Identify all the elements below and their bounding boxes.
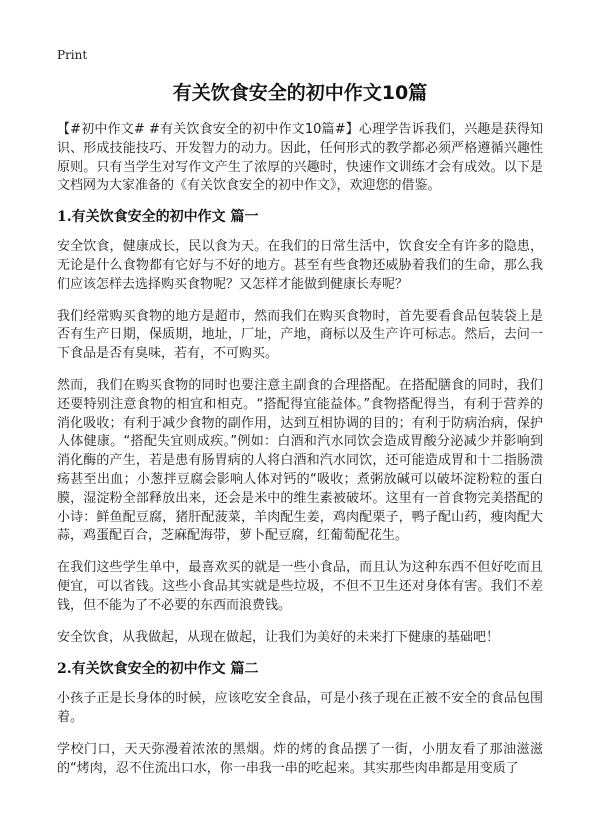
intro-paragraph: 【#初中作文# #有关饮食安全的初中作文10篇#】心理学告诉我们，兴趣是获得知识、形成技能技巧、开发智力的动力。因此，任何形式的教学都必须严格遵循兴趣性原则。只有当学生对写作文产生了浓厚的兴趣时，快速作文训练才会有成效。以下是文档网为大家准备的《有关饮食安全的初中作文》，欢迎您的借鉴。 (57, 122, 543, 194)
paragraph: 安全饮食，健康成长，民以食为天。在我们的日常生活中，饮食安全有许多的隐患，无论是什么食物都有它好与不好的地方。甚至有些食物还威胁着我们的生命，那么我们应该怎样去选择购买食物呢？又怎样才能做到健康长寿呢？ (57, 239, 543, 292)
paragraph: 然而，我们在购买食物的同时也要注意主副食的合理搭配。在搭配膳食的同时，我们还要特别注意食物的相宜和相克。“搭配得宜能益体。”食物搭配得当，有利于营养的消化吸收；有利于减少食物的副作用，达到互相协调的目的；有利于防病治病，保护人体健康。“搭配失宜则成疾。”例如：白酒和汽水同饮会造成胃酸分泌减少并影响到消化酶的产生，若是患有肠胃病的人将白酒和汽水同饮，还可能造成胃和十二指肠溃疡甚至出血；小葱拌豆腐会影响人体对钙的“吸收；煮粥放碱可以破坏淀粉粒的蛋白膜，湿淀粉全部释放出来，还会是米中的维生素被破坏。这里有一首食物完美搭配的小诗：鲜鱼配豆腐，猪肝配菠菜，羊肉配生姜，鸡肉配栗子，鸭子配山药，瘦肉配大蒜，鸡蛋配百合，芝麻配海带，萝卜配豆腐，红葡萄配花生。 (57, 377, 543, 544)
section-heading-1: 1.有关饮食安全的初中作文 篇一 (57, 209, 259, 226)
paragraph: 在我们这些学生单中，最喜欢买的就是一些小食品，而且认为这种东西不但好吃而且便宜，可以省钱。这些小食品其实就是些垃圾，不但不卫生还对身体有害。我们不差钱，但不能为了不必要的东西而浪费钱。 (57, 560, 543, 613)
paragraph: 小孩子正是长身体的时候，应该吃安全食品，可是小孩子现在正被不安全的食品包围着。 (57, 691, 543, 726)
paragraph: 安全饮食，从我做起，从现在做起，让我们为美好的未来打下健康的基础吧！ (57, 629, 500, 645)
print-link[interactable]: Print (57, 48, 88, 62)
paragraph: 我们经常购买食物的地方是超市，然而我们在购买食物时，首先要看食品包装袋上是否有生产日期，保质期，地址，厂址，产地，商标以及生产许可标志。然后，去问一下食品是否有臭味，若有，不可购买。 (57, 308, 543, 362)
article-body (57, 121, 543, 792)
paragraph: 学校门口，天天弥漫着浓浓的黑烟。炸的烤的食品摆了一街，小朋友看了那油滋滋的“烤肉，忍不住流出口水，你一串我一串的吃起来。其实那些肉串都是用变质了 (57, 741, 543, 776)
section-heading-2: 2.有关饮食安全的初中作文 篇二 (57, 661, 259, 678)
page-title: 有关饮食安全的初中作文10篇 (172, 82, 428, 104)
